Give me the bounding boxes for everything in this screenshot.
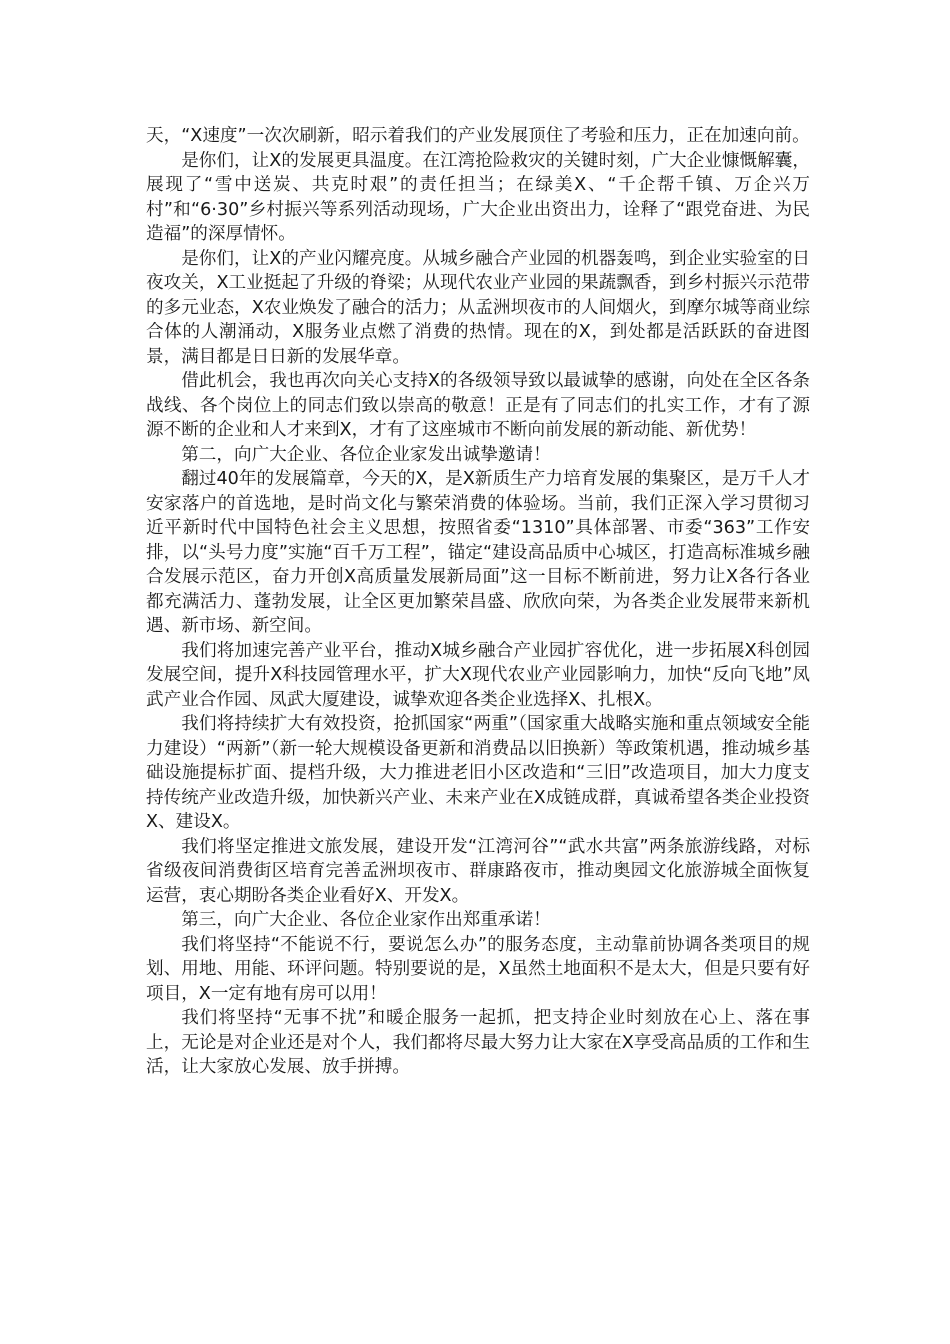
paragraph: 我们将坚持“不能说不行，要说怎么办”的服务态度，主动靠前协调各类项目的规划、用地、用能、环评问题。特别要说的是，X虽然土地面积不是太大，但是只要有好项目，X一定有地有房可以用！ <box>146 934 810 1004</box>
paragraph: 翻过40年的发展篇章，今天的X，是X新质生产力培育发展的集聚区，是万千人才安家落户的首选地，是时尚文化与繁荣消费的体验场。当前，我们正深入学习贯彻习近平新时代中国特色社会主义思想，按照省委“1310”具体部署、市委“363”工作安排，以“头号力度”实施“百千万工程”，锚定“建设高品质中心城区，打造高标准城乡融合发展示范区，奋力开创X高质量发展新局面”这一目标不断前进，努力让X各行各业都充满活力、蓬勃发展，让全区更加繁荣昌盛、欣欣向荣，为各类企业发展带来新机遇、新市场、新空间。 <box>146 469 810 636</box>
paragraph: 我们将坚持“无事不扰”和暖企服务一起抓，把支持企业时刻放在心上、落在事上，无论是对企业还是对个人，我们都将尽最大努力让大家在X享受高品质的工作和生活，让大家放心发展、放手拼搏。 <box>146 1008 810 1077</box>
paragraph: 我们将加速完善产业平台，推动X城乡融合产业园扩容优化，进一步拓展X科创园发展空间，提升X科技园管理水平，扩大X现代农业产业园影响力，加快“反向飞地”凤武产业合作园、凤武大厦建设，诚挚欢迎各类企业选择X、扎根X。 <box>146 640 810 710</box>
paragraph: 是你们，让X的产业闪耀亮度。从城乡融合产业园的机器轰鸣，到企业实验室的日夜攻关，X工业挺起了升级的脊梁；从现代农业产业园的果蔬飘香，到乡村振兴示范带的多元业态，X农业焕发了融合的活力；从孟洲坝夜市的人间烟火，到摩尔城等商业综合体的人潮涌动，X服务业点燃了消费的热情。现在的X，到处都是活跃跃的奋进图景，满目都是日日新的发展华章。 <box>146 248 810 367</box>
paragraph: 借此机会，我也再次向关心支持X的各级领导致以最诚挚的感谢，向处在全区各条战线、各个岗位上的同志们致以崇高的敬意！正是有了同志们的扎实工作，才有了源源不断的企业和人才来到X，才有了这座城市不断向前发展的新动能、新优势！ <box>146 371 810 440</box>
document-body <box>146 124 810 1080</box>
paragraph-continuation: 天，“X速度”一次次刷新，昭示着我们的产业发展顶住了考验和压力，正在加速向前。 <box>146 126 810 146</box>
paragraph: 我们将持续扩大有效投资，抢抓国家“两重”（国家重大战略实施和重点领域安全能力建设）“两新”（新一轮大规模设备更新和消费品以旧换新）等政策机遇，推动城乡基础设施提标扩面、提档升级，大力推进老旧小区改造和“三旧”改造项目，加大力度支持传统产业改造升级，加快新兴产业、未来产业在X成链成群，真诚希望各类企业投资X、建设X。 <box>146 714 810 832</box>
paragraph: 是你们，让X的发展更具温度。在江湾抢险救灾的关键时刻，广大企业慷慨解囊，展现了“雪中送炭、共克时艰”的责任担当；在绿美X、“千企帮千镇、万企兴万村”和“6·30”乡村振兴等系列活动现场，广大企业出资出力，诠释了“跟党奋进、为民造福”的深厚情怀。 <box>146 150 810 244</box>
section-heading: 第二，向广大企业、各位企业家发出诚挚邀请！ <box>181 444 551 465</box>
paragraph: 我们将坚定推进文旅发展，建设开发“江湾河谷”“武水共富”两条旅游线路，对标省级夜间消费街区培育完善孟洲坝夜市、群康路夜市，推动奥园文化旅游城全面恢复运营，衷心期盼各类企业看好X、开发X。 <box>146 836 810 906</box>
section-heading: 第三，向广大企业、各位企业家作出郑重承诺！ <box>181 910 551 930</box>
